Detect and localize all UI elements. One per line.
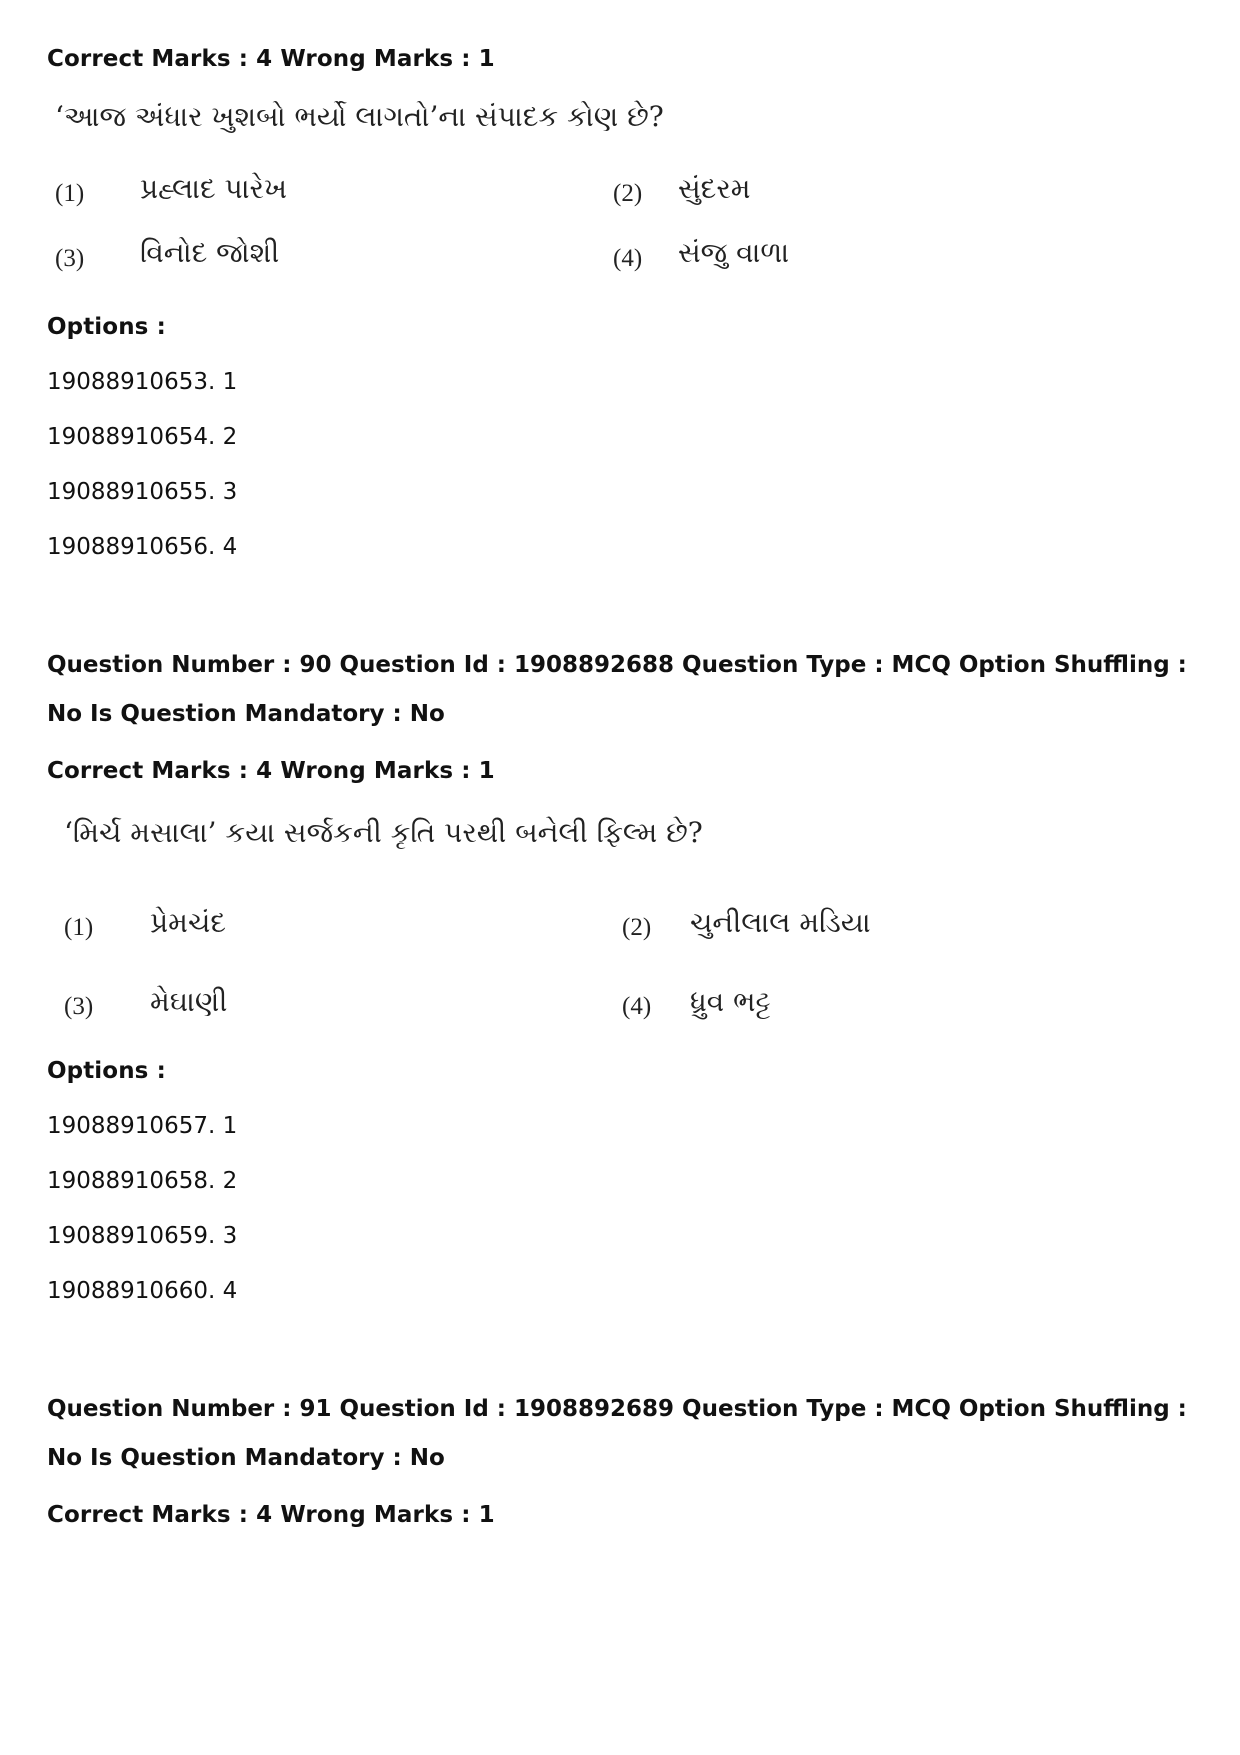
q90-choice-1-text: પ્રેમચંદ [150, 906, 226, 939]
q89-marks: Correct Marks : 4 Wrong Marks : 1 [47, 46, 495, 72]
q90-option-2: 19088910658. 2 [47, 1168, 238, 1194]
q89-option-4: 19088910656. 4 [47, 534, 238, 560]
q89-choice-3-number: (3) [55, 245, 85, 272]
q89-choice-4-number: (4) [613, 245, 643, 272]
q90-choice-3-number: (3) [64, 993, 94, 1020]
q89-option-1: 19088910653. 1 [47, 369, 238, 395]
q89-choice-2-text: સુંદરમ [678, 172, 751, 205]
q91-header: Question Number : 91 Question Id : 1908892689 Question Type : MCQ Option Shuffling : No Is Question Mandatory : No [47, 1396, 1187, 1471]
q90-options-label: Options : [47, 1058, 166, 1084]
q90-header: Question Number : 90 Question Id : 1908892688 Question Type : MCQ Option Shuffling : No Is Question Mandatory : No [47, 652, 1187, 727]
q89-option-3: 19088910655. 3 [47, 479, 238, 505]
q90-choice-4-number: (4) [622, 993, 652, 1020]
q89-option-2: 19088910654. 2 [47, 424, 238, 450]
q90-choice-1-number: (1) [64, 914, 94, 941]
q90-option-1: 19088910657. 1 [47, 1113, 238, 1139]
q89-choice-1-number: (1) [55, 180, 85, 207]
q90-choice-2-number: (2) [622, 914, 652, 941]
q89-choice-1-text: પ્રહ્લાદ પારેખ [140, 172, 288, 205]
q89-choice-3-text: વિનોદ જોશી [140, 236, 280, 269]
q90-question-image-text: ‘મિર્ચ મસાલા’ કયા સર્જકની કૃતિ પરથી બનેલી ફિલ્મ છે? [64, 816, 703, 849]
q90-choice-2-text: ચુનીલાલ મડિયા [690, 906, 871, 939]
q89-choice-2-number: (2) [613, 180, 643, 207]
q89-choice-4-text: સંજુ વાળા [678, 236, 790, 269]
q90-choice-3-text: મેઘાણી [150, 985, 228, 1018]
q90-choice-4-text: ધ્રુવ ભટ્ટ [690, 985, 771, 1018]
q89-options-label: Options : [47, 314, 166, 340]
q90-option-4: 19088910660. 4 [47, 1278, 238, 1304]
q91-marks: Correct Marks : 4 Wrong Marks : 1 [47, 1502, 495, 1528]
q90-option-3: 19088910659. 3 [47, 1223, 238, 1249]
q90-marks: Correct Marks : 4 Wrong Marks : 1 [47, 758, 495, 784]
q89-question-image-text: ‘આજ અંધાર ખુશબો ભર્યો લાગતો’ના સંપાદક કોણ છે? [55, 100, 664, 133]
